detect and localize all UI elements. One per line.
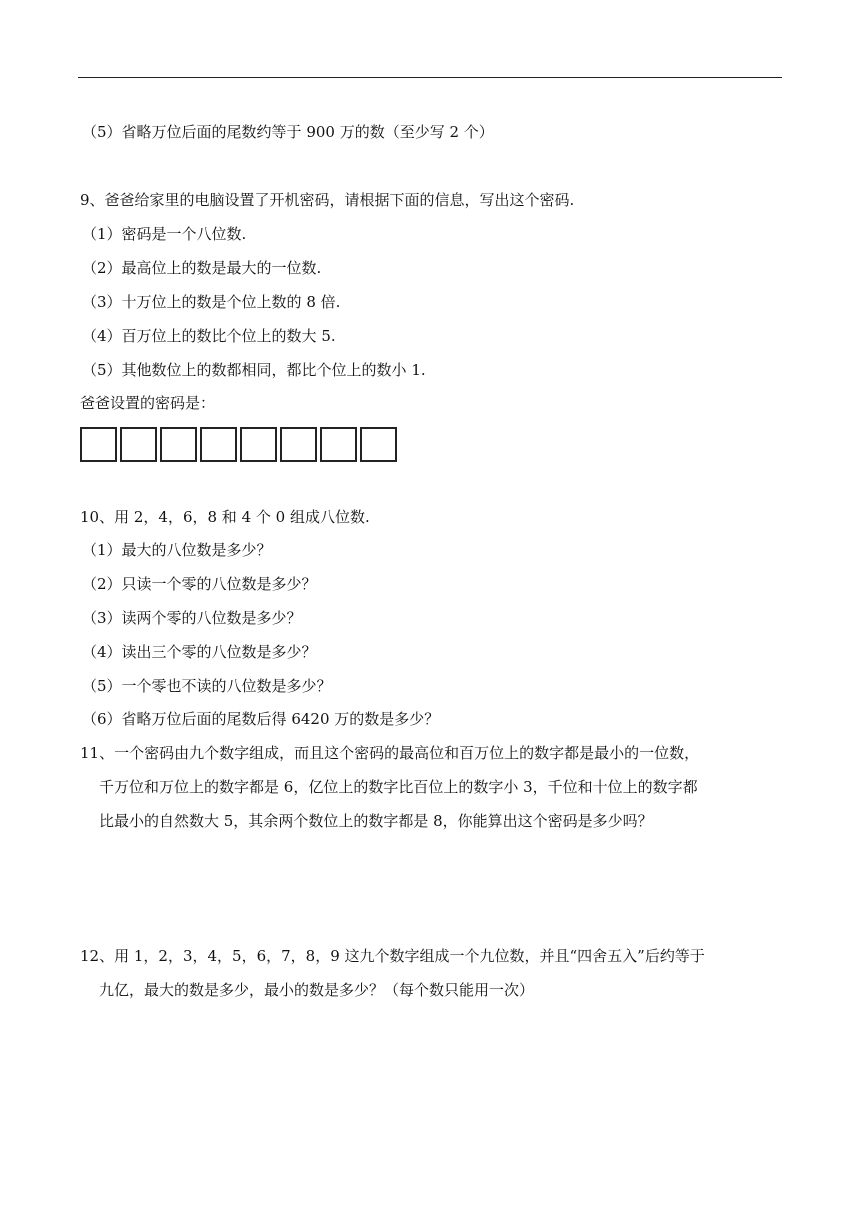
answer-box-6[interactable]	[280, 427, 317, 462]
q10-stem: 10、用 2，4，6，8 和 4 个 0 组成八位数.	[80, 508, 370, 526]
q9-item-4: （4）百万位上的数比个位上的数大 5.	[82, 327, 336, 345]
answer-box-5[interactable]	[240, 427, 277, 462]
q9-item-5: （5）其他数位上的数都相同，都比个位上的数小 1.	[82, 361, 426, 379]
q10-item-3: （3）读两个零的八位数是多少？	[82, 609, 302, 627]
answer-box-2[interactable]	[120, 427, 157, 462]
q11-line-3: 比最小的自然数大 5，其余两个数位上的数字都是 8，你能算出这个密码是多少吗？	[99, 812, 653, 830]
password-answer-boxes	[80, 427, 400, 462]
answer-box-3[interactable]	[160, 427, 197, 462]
q9-stem: 9、爸爸给家里的电脑设置了开机密码，请根据下面的信息，写出这个密码.	[80, 191, 575, 209]
answer-box-1[interactable]	[80, 427, 117, 462]
answer-box-4[interactable]	[200, 427, 237, 462]
q10-item-6: （6）省略万位后面的尾数后得 6420 万的数是多少？	[82, 710, 440, 728]
q10-item-2: （2）只读一个零的八位数是多少？	[82, 575, 317, 593]
q10-item-1: （1）最大的八位数是多少？	[82, 541, 272, 559]
q11-line-2: 千万位和万位上的数字都是 6，亿位上的数字比百位上的数字小 3，千位和十位上的数字都	[99, 778, 698, 796]
q9-item-2: （2）最高位上的数是最大的一位数.	[82, 259, 322, 277]
q9-answer-label: 爸爸设置的密码是：	[80, 394, 216, 412]
q12-line-1: 12、用 1，2，3，4，5，6，7，8，9 这九个数字组成一个九位数，并且“四舍五入”后约等于	[80, 947, 705, 965]
answer-box-8[interactable]	[360, 427, 397, 462]
q9-item-1: （1）密码是一个八位数.	[82, 225, 247, 243]
header-rule	[78, 77, 782, 78]
q8-sub5: （5）省略万位后面的尾数约等于 900 万的数（至少写 2 个）	[82, 123, 494, 141]
q10-item-4: （4）读出三个零的八位数是多少？	[82, 643, 317, 661]
q12-line-2: 九亿，最大的数是多少，最小的数是多少？（每个数只能用一次）	[99, 981, 535, 999]
q9-item-3: （3）十万位上的数是个位上数的 8 倍.	[82, 293, 341, 311]
q11-line-1: 11、一个密码由九个数字组成，而且这个密码的最高位和百万位上的数字都是最小的一位数，	[80, 744, 700, 762]
answer-box-7[interactable]	[320, 427, 357, 462]
q10-item-5: （5）一个零也不读的八位数是多少？	[82, 677, 332, 695]
